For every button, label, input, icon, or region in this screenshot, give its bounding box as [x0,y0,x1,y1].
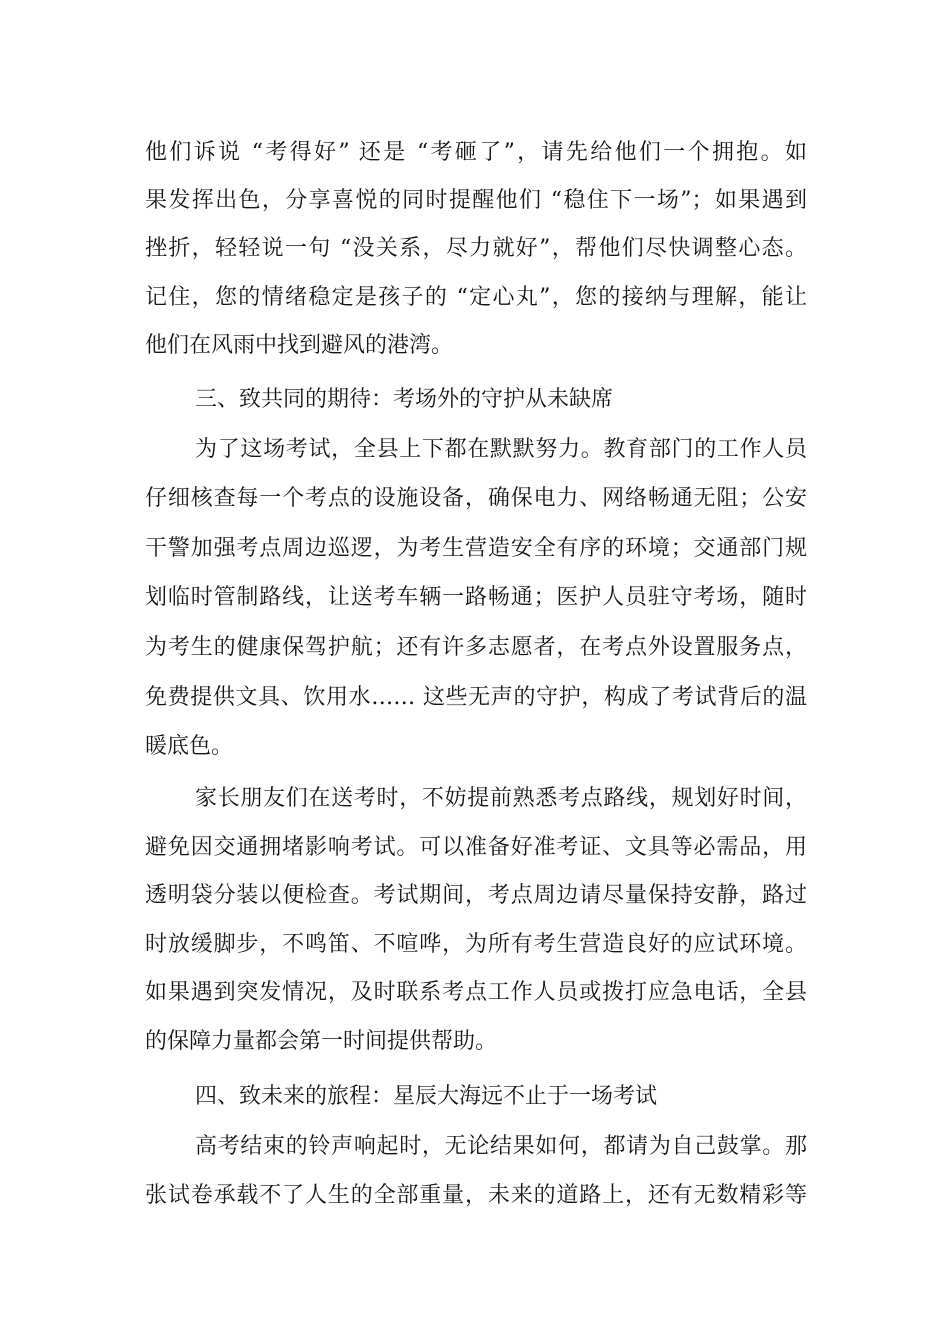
text-line: 的保障力量都会第一时间提供帮助。 [145,1029,498,1054]
text-line: 划临时管制路线，让送考车辆一路畅通；医护人员驻守考场，随时 [145,585,807,610]
text-line: 他们在风雨中找到避风的港湾。 [145,333,454,358]
text-line: 果发挥出色，分享喜悦的同时提醒他们 “稳住下一场”；如果遇到 [145,188,807,213]
text-line: 透明袋分装以便检查。考试期间，考点周边请尽量保持安静，路过 [145,883,807,908]
text-line: 记住，您的情绪稳定是孩子的 “定心丸”，您的接纳与理解，能让 [145,285,807,310]
text-line: 避免因交通拥堵影响考试。可以准备好准考证、文具等必需品，用 [145,835,807,860]
text-line: 为考生的健康保驾护航；还有许多志愿者，在考点外设置服务点， [145,635,807,660]
text-line: 时放缓脚步，不鸣笛、不喧哗，为所有考生营造良好的应试环境。 [145,932,807,957]
text-line: 他们诉说 “考得好” 还是 “考砸了”，请先给他们一个拥抱。如 [145,140,807,165]
text-line: 张试卷承载不了人生的全部重量，未来的道路上，还有无数精彩等 [145,1183,807,1208]
text-line: 为了这场考试，全县上下都在默默努力。教育部门的工作人员 [195,437,807,462]
text-line: 如果遇到突发情况，及时联系考点工作人员或拨打应急电话，全县 [145,980,807,1005]
section-heading: 四、致未来的旅程：星辰大海远不止于一场考试 [195,1084,658,1109]
text-line: 暖底色。 [145,734,234,759]
section-heading: 三、致共同的期待：考场外的守护从未缺席 [195,387,614,412]
text-line: 仔细核查每一个考点的设施设备，确保电力、网络畅通无阻；公安 [145,486,807,511]
text-line: 干警加强考点周边巡逻，为考生营造安全有序的环境；交通部门规 [145,536,807,561]
text-line: 高考结束的铃声响起时，无论结果如何，都请为自己鼓掌。那 [195,1134,807,1159]
text-line: 挫折，轻轻说一句 “没关系，尽力就好”，帮他们尽快调整心态。 [145,236,807,261]
text-line: 免费提供文具、饮用水…… 这些无声的守护，构成了考试背后的温 [145,685,807,710]
text-line: 家长朋友们在送考时，不妨提前熟悉考点路线，规划好时间， [195,786,807,811]
